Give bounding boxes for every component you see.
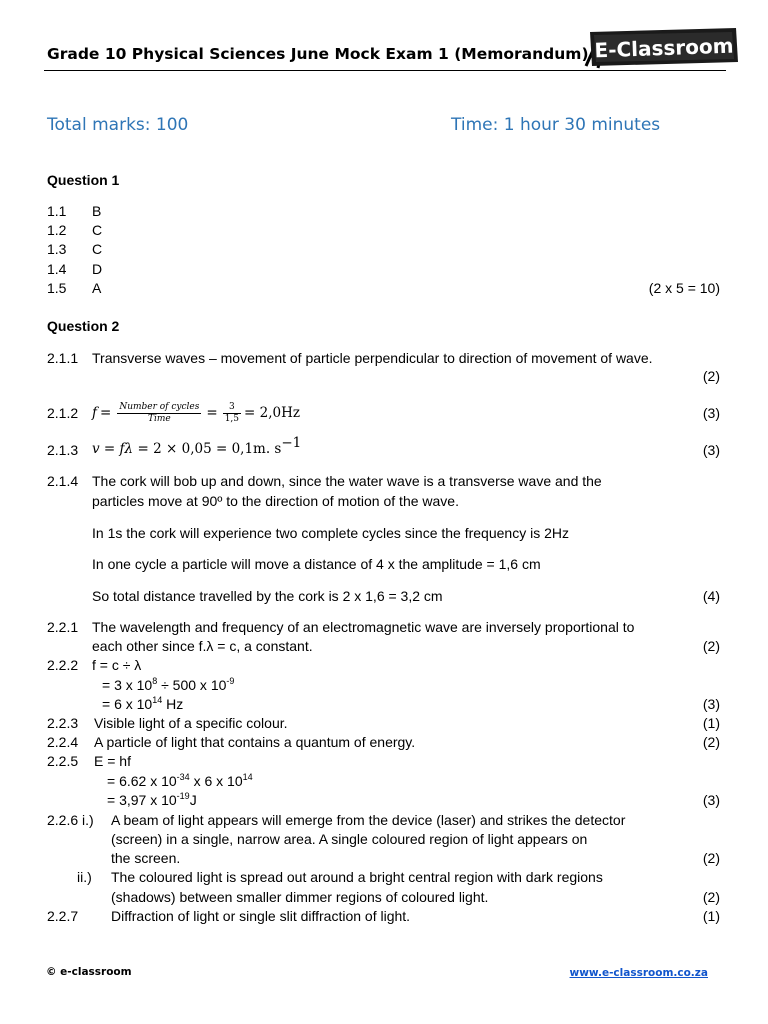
q1-item-answer: B: [92, 203, 102, 219]
answer-text: Transverse waves – movement of particle perpendicular to direction of movement of wave.: [92, 350, 653, 366]
marks: (2): [702, 638, 720, 654]
q1-item-num: 1.4: [47, 261, 67, 277]
answer-text: = 3 x $10^8 \div 500$ x $10^{-9}$: [102, 676, 235, 693]
item-number: 2.2.3: [47, 715, 79, 731]
marks: (1): [702, 908, 720, 924]
question-1-heading: Question 1: [47, 172, 120, 188]
footer-copyright: © e-classroom: [46, 966, 132, 978]
answer-text: The coloured light is spread out around a bright central region with dark regions: [111, 869, 603, 885]
answer-text: (shadows) between smaller dimmer regions of coloured light.: [111, 889, 489, 905]
q1-total-marks: (2 x 5 = 10): [648, 280, 720, 296]
eq-operator: =: [206, 405, 218, 421]
item-number: 2.2.5: [47, 753, 79, 769]
speed-equation: [92, 435, 302, 458]
marks: (4): [702, 588, 720, 604]
q1-item-answer: C: [92, 241, 103, 257]
marks: (2): [702, 734, 720, 750]
answer-text: = 6.62 x $10^{-34}$ x 6 x $10^{14}$: [107, 772, 253, 789]
answer-text: The cork will bob up and down, since the water wave is a transverse wave and the: [92, 473, 602, 489]
q1-item-answer: C: [92, 222, 103, 238]
marks: (2): [702, 368, 720, 384]
item-number: 2.1.2: [47, 405, 79, 421]
item-number: 2.2.1: [47, 619, 79, 635]
eq-numerator: Number of cycles: [119, 401, 200, 412]
eq-wave-equation: v = fλ: [92, 441, 134, 457]
item-number: 2.2.7: [47, 908, 79, 924]
item-number: ii.): [77, 869, 92, 885]
eq-fraction: [223, 402, 241, 425]
item-number: 2.1.3: [47, 442, 79, 458]
footer-website-link[interactable]: www.e-classroom.co.za: [569, 967, 708, 979]
eq-denominator: 1,5: [224, 413, 240, 424]
item-number: 2.2.2: [47, 657, 79, 673]
eq-result: = 2 × 0,05 = 0,1m. s: [137, 441, 282, 457]
answer-text: f = c ÷ λ: [92, 657, 142, 673]
q1-item-answer: D: [92, 261, 103, 277]
marks: (3): [702, 405, 720, 421]
item-number: 2.1.4: [47, 473, 79, 489]
answer-text: each other since f.λ = c, a constant.: [92, 638, 313, 654]
question-2-heading: Question 2: [47, 318, 120, 334]
answer-text: (screen) in a single, narrow area. A single coloured region of light appears on: [111, 831, 588, 847]
answer-text: the screen.: [111, 850, 181, 866]
marks: (3): [702, 696, 720, 712]
answer-text: = 3,97 x $10^{-19}J$: [107, 791, 197, 808]
answer-text: = 6 x $10^{14}$ Hz: [102, 695, 184, 712]
eq-symbol: f: [92, 405, 97, 421]
marks: (3): [702, 442, 720, 458]
e-classroom-logo: [580, 26, 740, 74]
eq-result: = 2,0Hz: [244, 405, 300, 421]
q1-item-answer: A: [92, 280, 102, 296]
answer-text: The wavelength and frequency of an electromagnetic wave are inversely proportional to: [92, 619, 635, 635]
exam-time: Time: 1 hour 30 minutes: [451, 115, 661, 135]
eq-operator: =: [100, 405, 112, 421]
marks: (1): [702, 715, 720, 731]
answer-text: E = hf: [94, 753, 131, 769]
eq-denominator: Time: [147, 413, 171, 424]
marks: (2): [702, 850, 720, 866]
answer-text: A particle of light that contains a quantum of energy.: [94, 734, 416, 750]
document-title: Grade 10 Physical Sciences June Mock Exam 1 (Memorandum): [47, 45, 589, 63]
q1-item-num: 1.1: [47, 203, 67, 219]
item-number: 2.2.6 i.): [47, 812, 94, 828]
answer-text: A beam of light appears will emerge from the device (laser) and strikes the detector: [111, 812, 626, 828]
frequency-equation: [92, 396, 300, 430]
eq-numerator: 3: [223, 402, 241, 414]
answer-text: particles move at 90º to the direction of motion of the wave.: [92, 493, 459, 509]
svg-text:E-Classroom: E-Classroom: [594, 33, 734, 63]
answer-text: Diffraction of light or single slit diffraction of light.: [111, 908, 411, 924]
marks: (3): [702, 792, 720, 808]
q1-item-num: 1.3: [47, 241, 67, 257]
total-marks: Total marks: 100: [47, 115, 189, 135]
eq-exponent: −1: [281, 435, 302, 451]
eq-fraction: [117, 402, 201, 425]
q1-item-num: 1.2: [47, 222, 67, 238]
item-number: 2.2.4: [47, 734, 79, 750]
q1-item-num: 1.5: [47, 280, 67, 296]
answer-text: In 1s the cork will experience two complete cycles since the frequency is 2Hz: [92, 525, 569, 541]
item-number: 2.1.1: [47, 350, 79, 366]
answer-text: Visible light of a specific colour.: [94, 715, 288, 731]
marks: (2): [702, 889, 720, 905]
answer-text: So total distance travelled by the cork is 2 x 1,6 = 3,2 cm: [92, 588, 443, 604]
answer-text: In one cycle a particle will move a distance of 4 x the amplitude = 1,6 cm: [92, 556, 541, 572]
